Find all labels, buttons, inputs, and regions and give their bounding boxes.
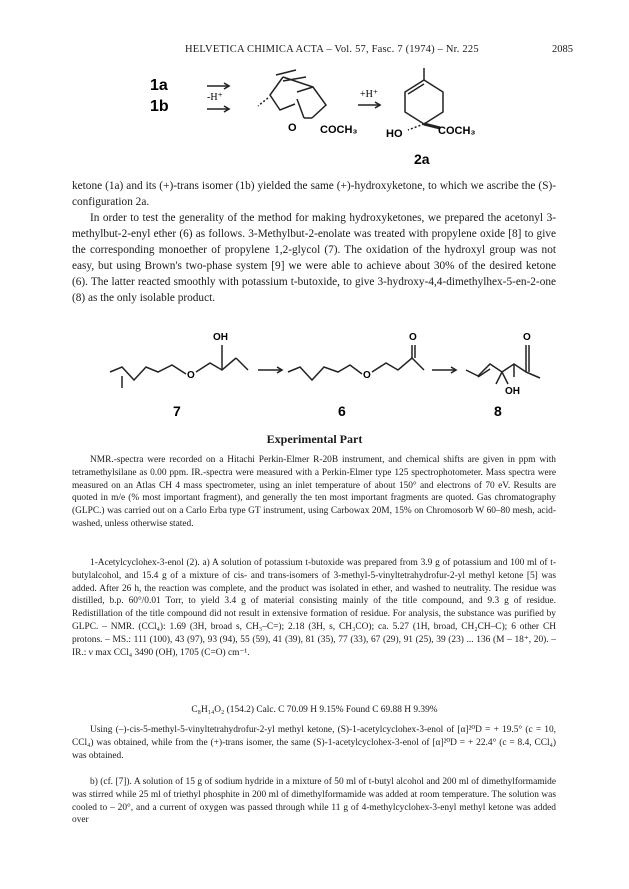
compound-7-ether-oxygen: O bbox=[187, 370, 195, 381]
compound-label-1b: 1b bbox=[150, 98, 169, 115]
arrow-6-to-8 bbox=[432, 367, 456, 373]
compound-label-8: 8 bbox=[494, 403, 502, 419]
compound-7-structure bbox=[110, 345, 248, 388]
paragraph-conclusion: ketone (1a) and its (+)-trans isomer (1b) yielded the same (+)-hydroxyketone, to which we ascribe the (S)-configuration 2a. bbox=[72, 180, 556, 208]
scheme-2-ether-synthesis bbox=[0, 0, 629, 430]
compound-8-hydroxyl: OH bbox=[505, 386, 520, 397]
elemental-analysis: C₈H₁₄O₂ (154.2) Calc. C 70.09 H 9.15% Found C 69.88 H 9.39% bbox=[191, 705, 438, 715]
compound-8-structure bbox=[466, 345, 540, 384]
experimental-general-methods: NMR.-spectra were recorded on a Hitachi Perkin-Elmer R-20B instrument, and chemical shifts are given in ppm with tetramethylsilane as 0.00 ppm. IR.-spectra were measured with a Perkin-Elmer type 125 spectrophotometer. Mass spectra were measured on an Atlas CH 4 mass spectrometer, using an inlet temperature of about 150° and electrons of 70 eV. Results are quoted in m/e (% most important fragment), and generally the ten most important fragments are quoted. Gas chromatography (GLPC.) was carried out on a Carlo Erba type GT instrument, using Carbowax 20M, 15% on Chromosorb W 60–80 mesh, acid-washed, unless otherwise stated. bbox=[72, 455, 556, 529]
journal-citation: HELVETICA CHIMICA ACTA – Vol. 57, Fasc. 7 (1974) – Nr. 225 bbox=[185, 44, 479, 55]
compound-label-1a: 1a bbox=[150, 77, 168, 94]
compound-6-structure bbox=[288, 345, 424, 380]
experimental-preparation-b: b) (cf. [7]). A solution of 15 g of sodium hydride in a mixture of 50 ml of t-butyl alcohol and 200 ml of dimethylformamide was stirred while 25 ml of triethyl phosphite in 200 ml of dimethylformamide was added at room temperature. The solution was cooled to – 20°, and a current of oxygen was passed through while 11 g of 4-methylcyclohex-3-enyl methyl ketone was added over bbox=[72, 777, 556, 826]
paragraph-generality: In order to test the generality of the method for making hydroxyketones, we prepared the acetonyl 3-methylbut-2-enyl ether (6) as follows. 3-Methylbut-2-enolate was treated with propylene oxide [8] to give the corresponding monoether of propylene 1,2-glycol (7). The oxidation of the hydroxyl group was not easy, but using Brown's two-phase system [9] we were able to achieve about 30% of the desired ketone (6). The latter reacted smoothly with potassium t-butoxide, to give 3-hydroxy-4,4-dimethylhex-5-en-2-one (8) as the only isolable product. bbox=[72, 212, 556, 304]
compound-label-6: 6 bbox=[338, 403, 346, 419]
ring-oxygen-label: O bbox=[288, 122, 297, 134]
hydroxyl-label: HO bbox=[386, 128, 403, 140]
acetyl-label-2: COCH₃ bbox=[438, 125, 476, 137]
protonation-label: +H⁺ bbox=[360, 89, 379, 100]
compound-6-carbonyl-oxygen: O bbox=[409, 332, 417, 343]
compound-7-hydroxyl: OH bbox=[213, 332, 228, 343]
acetyl-label-1: COCH₃ bbox=[320, 124, 358, 136]
compound-label-2a: 2a bbox=[414, 151, 430, 167]
deprotonation-label: -H⁺ bbox=[207, 92, 223, 103]
compound-6-ether-oxygen: O bbox=[363, 370, 371, 381]
experimental-preparation-a: 1-Acetylcyclohex-3-enol (2). a) A solution of potassium t-butoxide was prepared from 3.9 g of potassium and 100 ml of t-butylalcohol, and 15.4 g of a mixture of cis- and trans-isomers of 3-methyl-5-vinyltetrahydrofur-2-yl methyl ketone [5] was added. After 26 h, the reaction was complete, and the product was isolated in ether, and washed to neutrality. The residue was distilled, b.p. 60°/0.01 Torr, to yield 3.4 g of material consisting mainly of the title compound, and 9.3 g of residue. Redistillation of the title compound did not result in extensive formation of residue. For analysis, the substance was purified by GLPC. – NMR. (CCl₄): 1.69 (3H, broad s, CH₃–C=); 2.18 (3H, s, CH₃CO); ca. 5.27 (1H, broad, CH₂CH–C); 6 other CH protons. – MS.: 111 (100), 43 (97), 93 (94), 55 (59), 41 (39), 81 (35), 77 (33), 67 (29), 91 (25), 39 (23) ... 136 (M – 18⁺, 20). – IR.: ν max CCl₄ 3490 (OH), 1705 (C=O) cm⁻¹. bbox=[72, 558, 556, 658]
optical-rotation-paragraph: Using (–)-cis-5-methyl-5-vinyltetrahydrofur-2-yl methyl ketone, (S)-1-acetylcyclohex-3-enol of [α]²⁰D = + 19.5° (c = 10, CCl₄) was obtained, while from the (+)-trans isomer, the same (S)-1-acetylcyclohex-3-enol of [α]²⁰D = + 22.4° (c = 8.4, CCl₄) was obtained. bbox=[72, 725, 556, 761]
compound-8-carbonyl-oxygen: O bbox=[523, 332, 531, 343]
compound-label-7: 7 bbox=[173, 403, 181, 419]
arrow-7-to-6 bbox=[258, 367, 282, 373]
experimental-heading: Experimental Part bbox=[266, 432, 363, 446]
page-number: 2085 bbox=[552, 44, 573, 55]
